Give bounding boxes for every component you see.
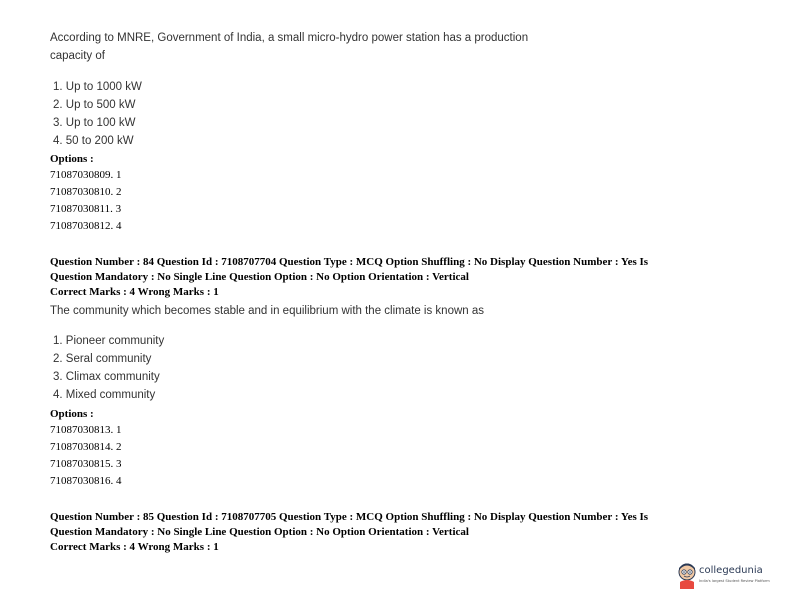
- q83-option-id-3: 71087030811. 3: [50, 203, 122, 215]
- q84-option-id-3: 71087030815. 3: [50, 458, 122, 470]
- brand-tagline: India's largest Student Review Platform: [699, 579, 770, 583]
- q83-option-id-1: 71087030809. 1: [50, 169, 122, 181]
- q84-choice-4: 4. Mixed community: [53, 389, 156, 401]
- q84-choice-1: 1. Pioneer community: [53, 335, 165, 347]
- q84-option-id-1: 71087030813. 1: [50, 424, 122, 436]
- q84-choice-3: 3. Climax community: [53, 371, 160, 383]
- q83-choice-4: 4. 50 to 200 kW: [53, 135, 134, 147]
- q83-options-label: Options :: [50, 153, 94, 165]
- q84-meta-line-1: Question Number : 84 Question Id : 7108707704 Question Type : MCQ Option Shuffling : No Display Question Number : Yes Is: [50, 256, 649, 268]
- q83-choice-3: 3. Up to 100 kW: [53, 117, 136, 129]
- q84-option-id-4: 71087030816. 4: [50, 475, 122, 487]
- q83-option-id-4: 71087030812. 4: [50, 220, 122, 232]
- q83-option-id-2: 71087030810. 2: [50, 186, 122, 198]
- q84-choice-2: 2. Seral community: [53, 353, 152, 365]
- q83-choice-2: 2. Up to 500 kW: [53, 99, 136, 111]
- q84-meta-line-2: Question Mandatory : No Single Line Question Option : No Option Orientation : Vertical: [50, 271, 469, 283]
- mascot-logo-icon: [676, 562, 698, 590]
- q83-stem-line-2: capacity of: [50, 50, 105, 62]
- brand-name: collegedunia: [699, 565, 763, 576]
- q84-stem-line-1: The community which becomes stable and in equilibrium with the climate is known as: [50, 305, 485, 317]
- q84-option-id-2: 71087030814. 2: [50, 441, 122, 453]
- q85-meta-line-2: Question Mandatory : No Single Line Question Option : No Option Orientation : Vertical: [50, 526, 469, 538]
- q84-options-label: Options :: [50, 408, 94, 420]
- collegedunia-watermark: [676, 562, 776, 590]
- q84-marks: Correct Marks : 4 Wrong Marks : 1: [50, 286, 219, 298]
- q83-choice-1: 1. Up to 1000 kW: [53, 81, 142, 93]
- q85-meta-line-1: Question Number : 85 Question Id : 7108707705 Question Type : MCQ Option Shuffling : No Display Question Number : Yes Is: [50, 511, 649, 523]
- q85-marks: Correct Marks : 4 Wrong Marks : 1: [50, 541, 219, 553]
- q83-stem-line-1: According to MNRE, Government of India, a small micro-hydro power station has a production: [50, 32, 529, 44]
